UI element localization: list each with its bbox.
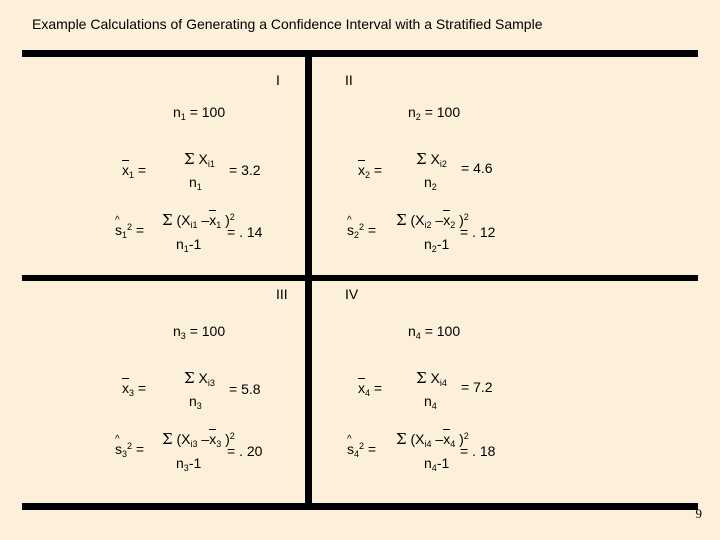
stratum-3-mean-result: = 5.8 [229, 381, 261, 397]
stratum-2-size: $n_2 = 100$ [408, 104, 461, 122]
stratum-4-size: $n_4 = 100$ [408, 323, 461, 341]
stratum-2-variance-denominator: $n_2-1$ [424, 236, 450, 254]
stratum-2-mean-numerator: Σ $X_{i2}$ [416, 150, 447, 169]
stratum-4-mean-numerator: Σ $X_{i4}$ [416, 369, 447, 388]
quadrant-label-2: II [345, 72, 353, 88]
stratum-4-variance-numerator: Σ ($X_{i4}$ $-x_4$ )$^2$ [396, 430, 469, 449]
stratum-3-mean-label: $x_3$ = [122, 380, 147, 398]
stratum-4-mean-label: $x_4$ = [358, 380, 383, 398]
stratum-1-mean-label: $x_1$ = [122, 162, 147, 180]
stratum-1-variance-numerator: Σ ($X_{i1}$ $-x_1$ )$^2$ [162, 211, 235, 230]
stratum-1-variance-result: = . 14 [227, 224, 263, 240]
stratum-4-variance-denominator: $n_4-1$ [424, 455, 450, 473]
quadrant-label-3: III [276, 286, 288, 302]
vertical-divider [305, 50, 312, 510]
quadrant-label-4: IV [345, 286, 359, 302]
stratum-3-variance-denominator: $n_3-1$ [176, 455, 202, 473]
quadrant-label-1: I [276, 72, 280, 88]
stratum-1-mean-result: = 3.2 [229, 162, 261, 178]
stratum-1-variance-label: ^ $s_1^2$ = [115, 222, 144, 240]
bottom-divider [22, 503, 698, 510]
stratum-2-variance-numerator: Σ ($X_{i2}$ $-x_2$ )$^2$ [396, 211, 469, 230]
stratum-3-size: $n_3 = 100$ [173, 323, 226, 341]
stratum-1-size: $n_1 = 100$ [173, 104, 226, 122]
stratum-2-mean-label: $x_2$ = [358, 162, 383, 180]
stratum-4-mean-result: = 7.2 [461, 379, 493, 395]
stratum-3-variance-label: ^ $s_3^2$ = [115, 441, 144, 459]
stratum-4-variance-result: = . 18 [460, 443, 496, 459]
stratum-3-mean-denominator: $n_3$ [189, 393, 202, 411]
stratum-3-variance-numerator: Σ ($X_{i3}$ $-x_3$ )$^2$ [162, 430, 235, 449]
middle-divider [22, 275, 698, 281]
page-number: 9 [695, 506, 702, 521]
stratum-2-variance-result: = . 12 [460, 224, 496, 240]
stratum-2-mean-result: = 4.6 [461, 160, 493, 176]
stratum-3-mean-numerator: Σ $X_{i3}$ [184, 369, 215, 388]
stratum-1-mean-numerator: Σ $X_{i1}$ [184, 150, 215, 169]
stratum-2-mean-denominator: $n_2$ [424, 174, 437, 192]
stratum-2-variance-label: ^ $s_2^2$ = [347, 222, 376, 240]
top-divider [22, 50, 698, 57]
page-title: Example Calculations of Generating a Confidence Interval with a Stratified Sample [32, 16, 543, 32]
stratum-1-variance-denominator: $n_1-1$ [176, 236, 202, 254]
stratum-4-variance-label: ^ $s_4^2$ = [347, 441, 376, 459]
stratum-1-mean-denominator: $n_1$ [189, 174, 202, 192]
stratum-3-variance-result: = . 20 [227, 443, 263, 459]
stratum-4-mean-denominator: $n_4$ [424, 393, 437, 411]
